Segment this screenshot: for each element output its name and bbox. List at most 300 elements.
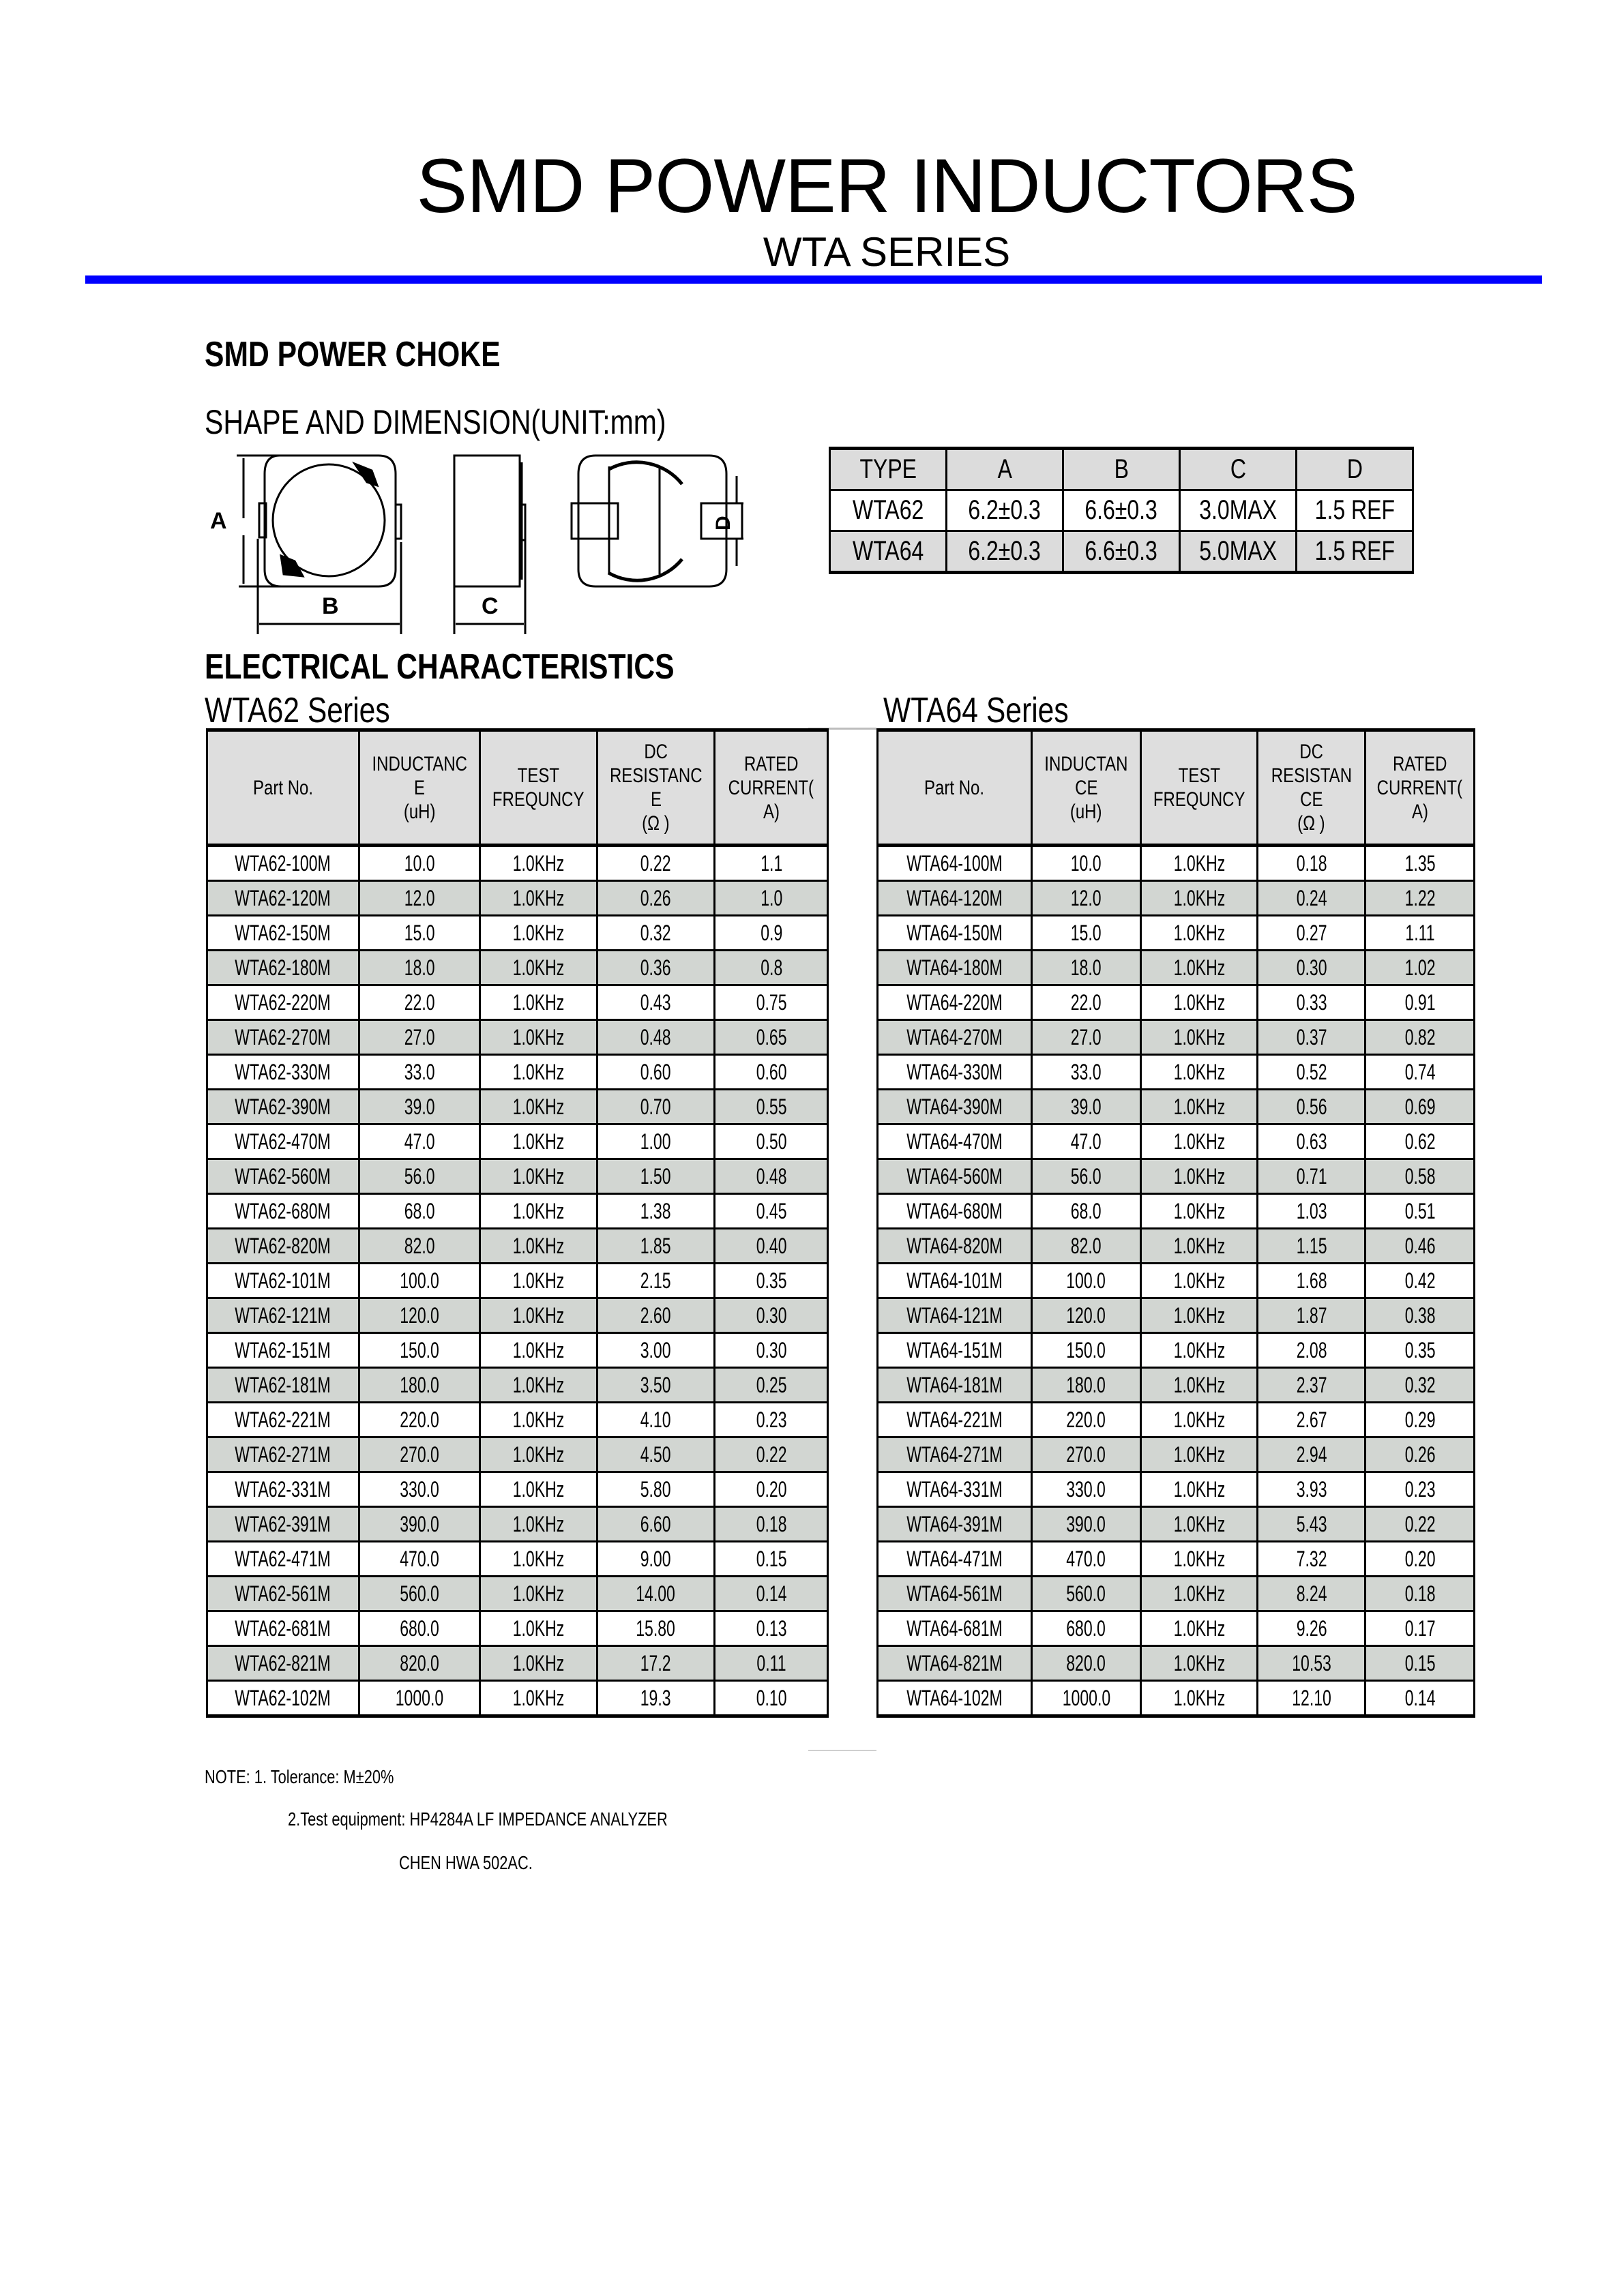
spec-cell: 470.0 [1032, 1542, 1141, 1577]
spec-cell: 1.0 [715, 881, 828, 916]
spec-cell: WTA62-560M [207, 1159, 359, 1194]
spec-cell: 17.2 [597, 1646, 714, 1681]
spec-cell: 0.48 [597, 1020, 714, 1055]
spec-row [207, 1124, 828, 1159]
spec-cell: 1.03 [1258, 1194, 1365, 1229]
spec-cell: 150.0 [359, 1333, 480, 1368]
spec-row [207, 1472, 828, 1507]
spec-cell: 0.48 [715, 1159, 828, 1194]
spec-cell: 82.0 [1032, 1229, 1141, 1264]
spec-cell: 8.24 [1258, 1577, 1365, 1611]
spec-cell: WTA62-470M [207, 1124, 359, 1159]
spec-cell: 27.0 [1032, 1020, 1141, 1055]
spec-row [207, 1333, 828, 1368]
spec-row [207, 846, 828, 881]
spec-header-line: DC [644, 741, 668, 763]
spec-cell: WTA64-121M [878, 1298, 1032, 1333]
spec-cell: 1000.0 [1032, 1681, 1141, 1716]
note-tolerance: NOTE: 1. Tolerance: M±20% [205, 1766, 394, 1787]
spec-row [207, 1542, 828, 1577]
wta64-series-heading: WTA64 Series [883, 691, 1069, 730]
spec-cell: 1.0KHz [480, 1333, 597, 1368]
spec-cell: 0.23 [1365, 1472, 1475, 1507]
spec-cell: WTA62-330M [207, 1055, 359, 1090]
spec-header-line: (Ω ) [1297, 812, 1326, 835]
spec-cell: 18.0 [359, 951, 480, 985]
spec-cell: WTA64-331M [878, 1472, 1032, 1507]
spec-cell: 1.0KHz [1141, 1055, 1258, 1090]
spec-header-cell [715, 730, 828, 846]
spec-cell: 56.0 [1032, 1159, 1141, 1194]
spec-cell: 1.0KHz [1141, 1577, 1258, 1611]
page-title: SMD POWER INDUCTORS [416, 143, 1357, 228]
spec-row [878, 881, 1475, 916]
spec-cell: 3.00 [597, 1333, 714, 1368]
spec-cell: WTA62-121M [207, 1298, 359, 1333]
dim-label-d: D [712, 516, 735, 531]
spec-header-line: TEST [517, 764, 560, 787]
spec-cell: 0.55 [715, 1090, 828, 1124]
spec-cell: 1.0KHz [480, 1298, 597, 1333]
spec-cell: WTA62-120M [207, 881, 359, 916]
spec-cell: WTA62-820M [207, 1229, 359, 1264]
spec-cell: WTA62-270M [207, 1020, 359, 1055]
dimension-header-cell: A [947, 449, 1063, 490]
spec-cell: 1.22 [1365, 881, 1475, 916]
spec-cell: 2.94 [1258, 1437, 1365, 1472]
spec-cell: WTA64-150M [878, 916, 1032, 951]
spec-cell: 0.26 [597, 881, 714, 916]
spec-cell: 6.60 [597, 1507, 714, 1542]
spec-cell: 100.0 [359, 1264, 480, 1298]
spec-header-cell [597, 730, 714, 846]
spec-cell: 1.0KHz [480, 1611, 597, 1646]
spec-cell: WTA62-390M [207, 1090, 359, 1124]
spec-cell: 15.80 [597, 1611, 714, 1646]
spec-cell: 0.17 [1365, 1611, 1475, 1646]
spec-cell: WTA64-151M [878, 1333, 1032, 1368]
spec-cell: 0.14 [715, 1577, 828, 1611]
dim-label-b: B [322, 593, 339, 619]
spec-header-cell [1032, 730, 1141, 846]
spec-cell: 1.0KHz [480, 1264, 597, 1298]
spec-row [878, 985, 1475, 1020]
spec-cell: WTA64-120M [878, 881, 1032, 916]
spec-cell: 0.23 [715, 1403, 828, 1437]
spec-cell: 0.18 [1258, 846, 1365, 881]
spec-cell: 220.0 [1032, 1403, 1141, 1437]
spec-cell: 2.08 [1258, 1333, 1365, 1368]
spec-row [207, 1194, 828, 1229]
spec-cell: 1.0KHz [1141, 1542, 1258, 1577]
spec-cell: WTA62-151M [207, 1333, 359, 1368]
note-test-equipment: 2.Test equipment: HP4284A LF IMPEDANCE ANALYZER [288, 1808, 668, 1830]
spec-cell: WTA64-220M [878, 985, 1032, 1020]
spec-cell: WTA64-681M [878, 1611, 1032, 1646]
spec-cell: WTA62-561M [207, 1577, 359, 1611]
spec-header-line: Part No. [924, 776, 985, 799]
spec-row [878, 1090, 1475, 1124]
spec-cell: 47.0 [359, 1124, 480, 1159]
spec-cell: 1.0KHz [480, 1577, 597, 1611]
spec-row [207, 1681, 828, 1716]
spec-row [878, 1264, 1475, 1298]
spec-cell: 1.0KHz [480, 985, 597, 1020]
spec-cell: 0.56 [1258, 1090, 1365, 1124]
spec-cell: WTA62-271M [207, 1437, 359, 1472]
spec-cell: 0.37 [1258, 1020, 1365, 1055]
spec-cell: WTA62-101M [207, 1264, 359, 1298]
spec-cell: 0.10 [715, 1681, 828, 1716]
dimension-row [830, 490, 1413, 531]
spec-row [207, 1264, 828, 1298]
spec-cell: 0.69 [1365, 1090, 1475, 1124]
spec-cell: 0.24 [1258, 881, 1365, 916]
spec-row [207, 985, 828, 1020]
table-gap-divider [808, 1750, 876, 1751]
spec-cell: 9.26 [1258, 1611, 1365, 1646]
spec-row [878, 1507, 1475, 1542]
spec-row [878, 1542, 1475, 1577]
spec-cell: 0.9 [715, 916, 828, 951]
spec-header-cell [207, 730, 359, 846]
spec-cell: 5.80 [597, 1472, 714, 1507]
spec-cell: WTA62-471M [207, 1542, 359, 1577]
spec-cell: 15.0 [359, 916, 480, 951]
dimension-cell: WTA62 [830, 490, 947, 531]
spec-cell: 0.35 [1365, 1333, 1475, 1368]
spec-header-line: RATED [1392, 752, 1447, 775]
spec-cell: 1.0KHz [1141, 1333, 1258, 1368]
dimension-cell: 6.2±0.3 [947, 531, 1063, 573]
spec-cell: 1.0KHz [480, 1229, 597, 1264]
spec-cell: 56.0 [359, 1159, 480, 1194]
spec-row [207, 1611, 828, 1646]
spec-cell: 0.65 [715, 1020, 828, 1055]
spec-cell: 1.0KHz [1141, 1090, 1258, 1124]
spec-cell: 1.0KHz [1141, 1681, 1258, 1716]
spec-cell: WTA62-221M [207, 1403, 359, 1437]
spec-cell: 33.0 [359, 1055, 480, 1090]
spec-header-line: E [650, 788, 662, 811]
dimension-table-header [830, 449, 1413, 490]
spec-cell: WTA64-561M [878, 1577, 1032, 1611]
spec-row [878, 1194, 1475, 1229]
dimension-cell: 1.5 REF [1297, 531, 1413, 573]
spec-cell: 3.50 [597, 1368, 714, 1403]
spec-cell: 560.0 [1032, 1577, 1141, 1611]
spec-cell: 0.40 [715, 1229, 828, 1264]
spec-header-line: INDUCTAN [1044, 752, 1128, 775]
spec-cell: 0.22 [715, 1437, 828, 1472]
spec-cell: 0.35 [715, 1264, 828, 1298]
spec-cell: 1.0KHz [1141, 881, 1258, 916]
spec-cell: 1.87 [1258, 1298, 1365, 1333]
spec-cell: 330.0 [1032, 1472, 1141, 1507]
spec-row [207, 1507, 828, 1542]
spec-cell: 1.85 [597, 1229, 714, 1264]
spec-cell: 390.0 [359, 1507, 480, 1542]
spec-cell: WTA62-181M [207, 1368, 359, 1403]
spec-cell: 0.51 [1365, 1194, 1475, 1229]
spec-cell: WTA64-560M [878, 1159, 1032, 1194]
spec-cell: 680.0 [359, 1611, 480, 1646]
spec-cell: 33.0 [1032, 1055, 1141, 1090]
top-view-drawing [237, 456, 401, 634]
spec-cell: 39.0 [359, 1090, 480, 1124]
spec-row [878, 951, 1475, 985]
spec-cell: WTA62-102M [207, 1681, 359, 1716]
spec-cell: 0.70 [597, 1090, 714, 1124]
spec-cell: 1.0KHz [1141, 1507, 1258, 1542]
spec-cell: 27.0 [359, 1020, 480, 1055]
spec-row [878, 916, 1475, 951]
spec-cell: 1.0KHz [480, 1159, 597, 1194]
spec-cell: 22.0 [1032, 985, 1141, 1020]
dimension-cell: 6.6±0.3 [1063, 490, 1180, 531]
dimension-header-cell: D [1297, 449, 1413, 490]
spec-cell: 390.0 [1032, 1507, 1141, 1542]
spec-cell: WTA64-271M [878, 1437, 1032, 1472]
spec-header-line: DC [1299, 741, 1324, 763]
dimension-header-cell: B [1063, 449, 1180, 490]
spec-row [878, 1368, 1475, 1403]
spec-cell: 0.32 [597, 916, 714, 951]
spec-cell: 0.22 [597, 846, 714, 881]
spec-cell: 1.0KHz [480, 1507, 597, 1542]
wta64-spec-table [876, 728, 1475, 1718]
spec-row [878, 1020, 1475, 1055]
shape-dimension-heading: SHAPE AND DIMENSION(UNIT:mm) [205, 403, 666, 441]
spec-header-cell [480, 730, 597, 846]
spec-row [878, 1229, 1475, 1264]
spec-cell: 820.0 [1032, 1646, 1141, 1681]
spec-cell: 1.68 [1258, 1264, 1365, 1298]
spec-cell: 1.0KHz [1141, 1646, 1258, 1681]
spec-cell: WTA62-681M [207, 1611, 359, 1646]
wta62-spec-table [206, 728, 829, 1718]
dimension-drawings [205, 443, 805, 634]
spec-cell: 0.50 [715, 1124, 828, 1159]
spec-cell: 0.29 [1365, 1403, 1475, 1437]
dim-label-c: C [482, 593, 499, 619]
spec-cell: 0.91 [1365, 985, 1475, 1020]
spec-row [878, 1437, 1475, 1472]
spec-cell: 0.42 [1365, 1264, 1475, 1298]
spec-header-line: (uH) [403, 800, 436, 823]
spec-cell: 1.0KHz [480, 1090, 597, 1124]
dim-label-a: A [210, 508, 227, 534]
spec-cell: WTA64-680M [878, 1194, 1032, 1229]
spec-cell: 0.33 [1258, 985, 1365, 1020]
spec-cell: 180.0 [1032, 1368, 1141, 1403]
spec-cell: WTA64-100M [878, 846, 1032, 881]
spec-cell: 1.00 [597, 1124, 714, 1159]
spec-cell: WTA64-181M [878, 1368, 1032, 1403]
spec-cell: 2.67 [1258, 1403, 1365, 1437]
spec-cell: WTA62-100M [207, 846, 359, 881]
spec-cell: 270.0 [1032, 1437, 1141, 1472]
spec-cell: 12.10 [1258, 1681, 1365, 1716]
spec-row [207, 1437, 828, 1472]
spec-row [207, 916, 828, 951]
spec-cell: 1000.0 [359, 1681, 480, 1716]
spec-cell: 680.0 [1032, 1611, 1141, 1646]
spec-header-cell [1141, 730, 1258, 846]
spec-cell: 560.0 [359, 1577, 480, 1611]
page-subtitle: WTA SERIES [763, 229, 1011, 275]
spec-header-line: CURRENT( [1377, 776, 1463, 799]
spec-cell: 0.20 [1365, 1542, 1475, 1577]
spec-row [207, 1090, 828, 1124]
spec-cell: 1.0KHz [1141, 951, 1258, 985]
spec-header-row [207, 730, 828, 846]
spec-cell: 0.38 [1365, 1298, 1475, 1333]
spec-row [207, 1577, 828, 1611]
spec-cell: 82.0 [359, 1229, 480, 1264]
spec-cell: 10.0 [359, 846, 480, 881]
spec-cell: 1.0KHz [480, 1055, 597, 1090]
spec-cell: WTA62-680M [207, 1194, 359, 1229]
spec-cell: 0.58 [1365, 1159, 1475, 1194]
spec-row [207, 1055, 828, 1090]
note-test-equipment-2: CHEN HWA 502AC. [399, 1852, 533, 1873]
dimension-header-cell: TYPE [830, 449, 947, 490]
spec-row [878, 846, 1475, 881]
spec-cell: WTA64-391M [878, 1507, 1032, 1542]
spec-cell: 1.0KHz [480, 1194, 597, 1229]
spec-cell: 0.52 [1258, 1055, 1365, 1090]
spec-header-line: (uH) [1070, 800, 1102, 823]
dimension-table [829, 447, 1414, 574]
spec-cell: 1.0KHz [480, 1437, 597, 1472]
dimension-cell: 3.0MAX [1180, 490, 1297, 531]
spec-cell: 1.50 [597, 1159, 714, 1194]
spec-row [878, 1124, 1475, 1159]
spec-cell: 1.0KHz [480, 1020, 597, 1055]
spec-cell: WTA64-470M [878, 1124, 1032, 1159]
spec-cell: 1.0KHz [480, 1472, 597, 1507]
spec-cell: 330.0 [359, 1472, 480, 1507]
spec-cell: 22.0 [359, 985, 480, 1020]
dimension-cell: 6.6±0.3 [1063, 531, 1180, 573]
dimension-cell: 5.0MAX [1180, 531, 1297, 573]
spec-row [207, 1229, 828, 1264]
dimension-header-cell: C [1180, 449, 1297, 490]
spec-cell: 3.93 [1258, 1472, 1365, 1507]
spec-header-line: RESISTAN [1271, 764, 1352, 787]
spec-cell: 470.0 [359, 1542, 480, 1577]
spec-row [878, 1681, 1475, 1716]
spec-header-cell [1258, 730, 1365, 846]
spec-cell: 12.0 [1032, 881, 1141, 916]
spec-cell: WTA64-102M [878, 1681, 1032, 1716]
spec-cell: 1.0KHz [1141, 846, 1258, 881]
spec-row [207, 951, 828, 985]
spec-cell: 1.1 [715, 846, 828, 881]
spec-cell: 68.0 [359, 1194, 480, 1229]
spec-cell: 100.0 [1032, 1264, 1141, 1298]
spec-header-row [878, 730, 1475, 846]
spec-cell: 1.0KHz [1141, 1437, 1258, 1472]
spec-cell: 5.43 [1258, 1507, 1365, 1542]
spec-cell: WTA62-821M [207, 1646, 359, 1681]
spec-cell: 0.18 [1365, 1577, 1475, 1611]
spec-cell: WTA64-390M [878, 1090, 1032, 1124]
spec-cell: 0.45 [715, 1194, 828, 1229]
spec-cell: 0.13 [715, 1611, 828, 1646]
spec-cell: WTA62-331M [207, 1472, 359, 1507]
spec-cell: WTA64-821M [878, 1646, 1032, 1681]
spec-cell: WTA64-101M [878, 1264, 1032, 1298]
spec-cell: 1.0KHz [1141, 1194, 1258, 1229]
spec-cell: 0.18 [715, 1507, 828, 1542]
spec-cell: 10.53 [1258, 1646, 1365, 1681]
spec-cell: 1.0KHz [480, 916, 597, 951]
spec-header-line: Part No. [252, 776, 314, 799]
spec-cell: 0.15 [715, 1542, 828, 1577]
spec-cell: 0.74 [1365, 1055, 1475, 1090]
spec-cell: 19.3 [597, 1681, 714, 1716]
dimension-cell: 1.5 REF [1297, 490, 1413, 531]
spec-cell: 1.0KHz [1141, 1403, 1258, 1437]
spec-row [878, 1298, 1475, 1333]
spec-header-line: A) [763, 800, 780, 823]
spec-cell: 270.0 [359, 1437, 480, 1472]
spec-header-line: E [414, 776, 426, 799]
spec-cell: 1.02 [1365, 951, 1475, 985]
spec-cell: 1.0KHz [1141, 1264, 1258, 1298]
spec-cell: 12.0 [359, 881, 480, 916]
spec-cell: 2.15 [597, 1264, 714, 1298]
spec-row [207, 1298, 828, 1333]
spec-row [878, 1646, 1475, 1681]
spec-cell: 1.15 [1258, 1229, 1365, 1264]
spec-cell: 0.36 [597, 951, 714, 985]
spec-cell: 0.60 [597, 1055, 714, 1090]
spec-cell: 820.0 [359, 1646, 480, 1681]
spec-cell: 1.0KHz [1141, 1124, 1258, 1159]
spec-cell: WTA62-150M [207, 916, 359, 951]
spec-cell: WTA64-471M [878, 1542, 1032, 1577]
product-heading: SMD POWER CHOKE [205, 335, 501, 374]
spec-cell: 0.26 [1365, 1437, 1475, 1472]
spec-cell: 7.32 [1258, 1542, 1365, 1577]
spec-cell: 0.32 [1365, 1368, 1475, 1403]
spec-cell: 120.0 [1032, 1298, 1141, 1333]
spec-cell: 150.0 [1032, 1333, 1141, 1368]
electrical-heading: ELECTRICAL CHARACTERISTICS [205, 647, 675, 687]
dimension-cell: WTA64 [830, 531, 947, 573]
spec-header-line: CURRENT( [728, 776, 814, 799]
spec-row [878, 1055, 1475, 1090]
spec-header-line: RATED [743, 752, 799, 775]
spec-cell: 1.0KHz [1141, 916, 1258, 951]
spec-cell: 2.60 [597, 1298, 714, 1333]
spec-cell: WTA64-180M [878, 951, 1032, 985]
spec-header-line: (Ω ) [642, 812, 670, 835]
spec-cell: 10.0 [1032, 846, 1141, 881]
spec-cell: 1.0KHz [480, 1403, 597, 1437]
spec-cell: 2.37 [1258, 1368, 1365, 1403]
spec-cell: 39.0 [1032, 1090, 1141, 1124]
spec-header-line: INDUCTANC [372, 752, 467, 775]
spec-cell: 0.71 [1258, 1159, 1365, 1194]
spec-cell: 180.0 [359, 1368, 480, 1403]
spec-cell: 0.63 [1258, 1124, 1365, 1159]
spec-cell: WTA64-820M [878, 1229, 1032, 1264]
spec-cell: 0.43 [597, 985, 714, 1020]
